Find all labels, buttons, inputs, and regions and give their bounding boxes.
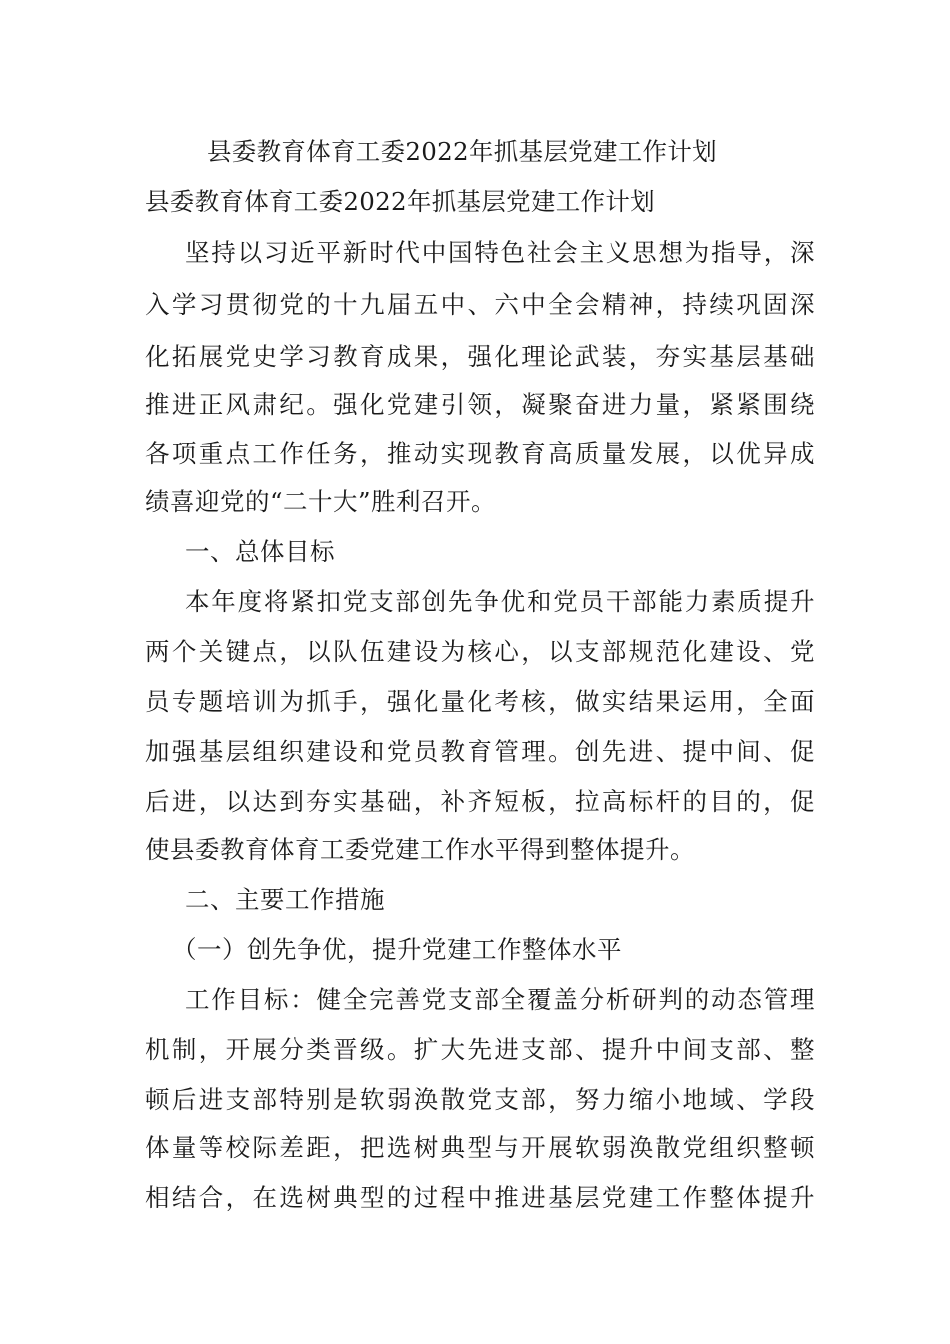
paragraph-line: 相结合，在选树典型的过程中推进基层党建工作整体提升 [145,1183,815,1212]
paragraph-line: 本年度将紧扣党支部创先争优和党员干部能力素质提升 [185,587,815,616]
section-heading: 二、主要工作措施 [185,885,385,914]
paragraph-line: 入学习贯彻党的十九届五中、六中全会精神，持续巩固深 [145,290,815,319]
paragraph-line: 加强基层组织建设和党员教育管理。创先进、提中间、促 [145,737,815,766]
paragraph-line: 员专题培训为抓手，强化量化考核，做实结果运用，全面 [145,687,815,716]
document-title: 县委教育体育工委2022年抓基层党建工作计划 [207,137,717,166]
paragraph-line: 后进，以达到夯实基础，补齐短板，拉高标杆的目的，促 [145,787,815,816]
paragraph-line: 顿后进支部特别是软弱涣散党支部，努力缩小地域、学段 [145,1085,815,1114]
section-heading: 一、总体目标 [185,537,335,566]
paragraph-line: 两个关键点，以队伍建设为核心，以支部规范化建设、党 [145,637,815,666]
paragraph-line: 使县委教育体育工委党建工作水平得到整体提升。 [145,835,695,864]
paragraph-line: 绩喜迎党的“二十大”胜利召开。 [145,487,497,516]
paragraph-line: 推进正风肃纪。强化党建引领，凝聚奋进力量，紧紧围绕 [145,390,815,419]
paragraph-line: 各项重点工作任务，推动实现教育高质量发展，以优异成 [145,439,815,468]
paragraph-line: 工作目标：健全完善党支部全覆盖分析研判的动态管理 [185,985,815,1014]
document-subtitle: 县委教育体育工委2022年抓基层党建工作计划 [145,187,655,216]
subsection-heading: （一）创先争优，提升党建工作整体水平 [172,935,622,964]
paragraph-line: 机制，开展分类晋级。扩大先进支部、提升中间支部、整 [145,1035,815,1064]
paragraph-line: 体量等校际差距，把选树典型与开展软弱涣散党组织整顿 [145,1133,815,1162]
paragraph-line: 化拓展党史学习教育成果，强化理论武装，夯实基层基础 [145,342,815,371]
paragraph-line: 坚持以习近平新时代中国特色社会主义思想为指导，深 [185,238,815,267]
